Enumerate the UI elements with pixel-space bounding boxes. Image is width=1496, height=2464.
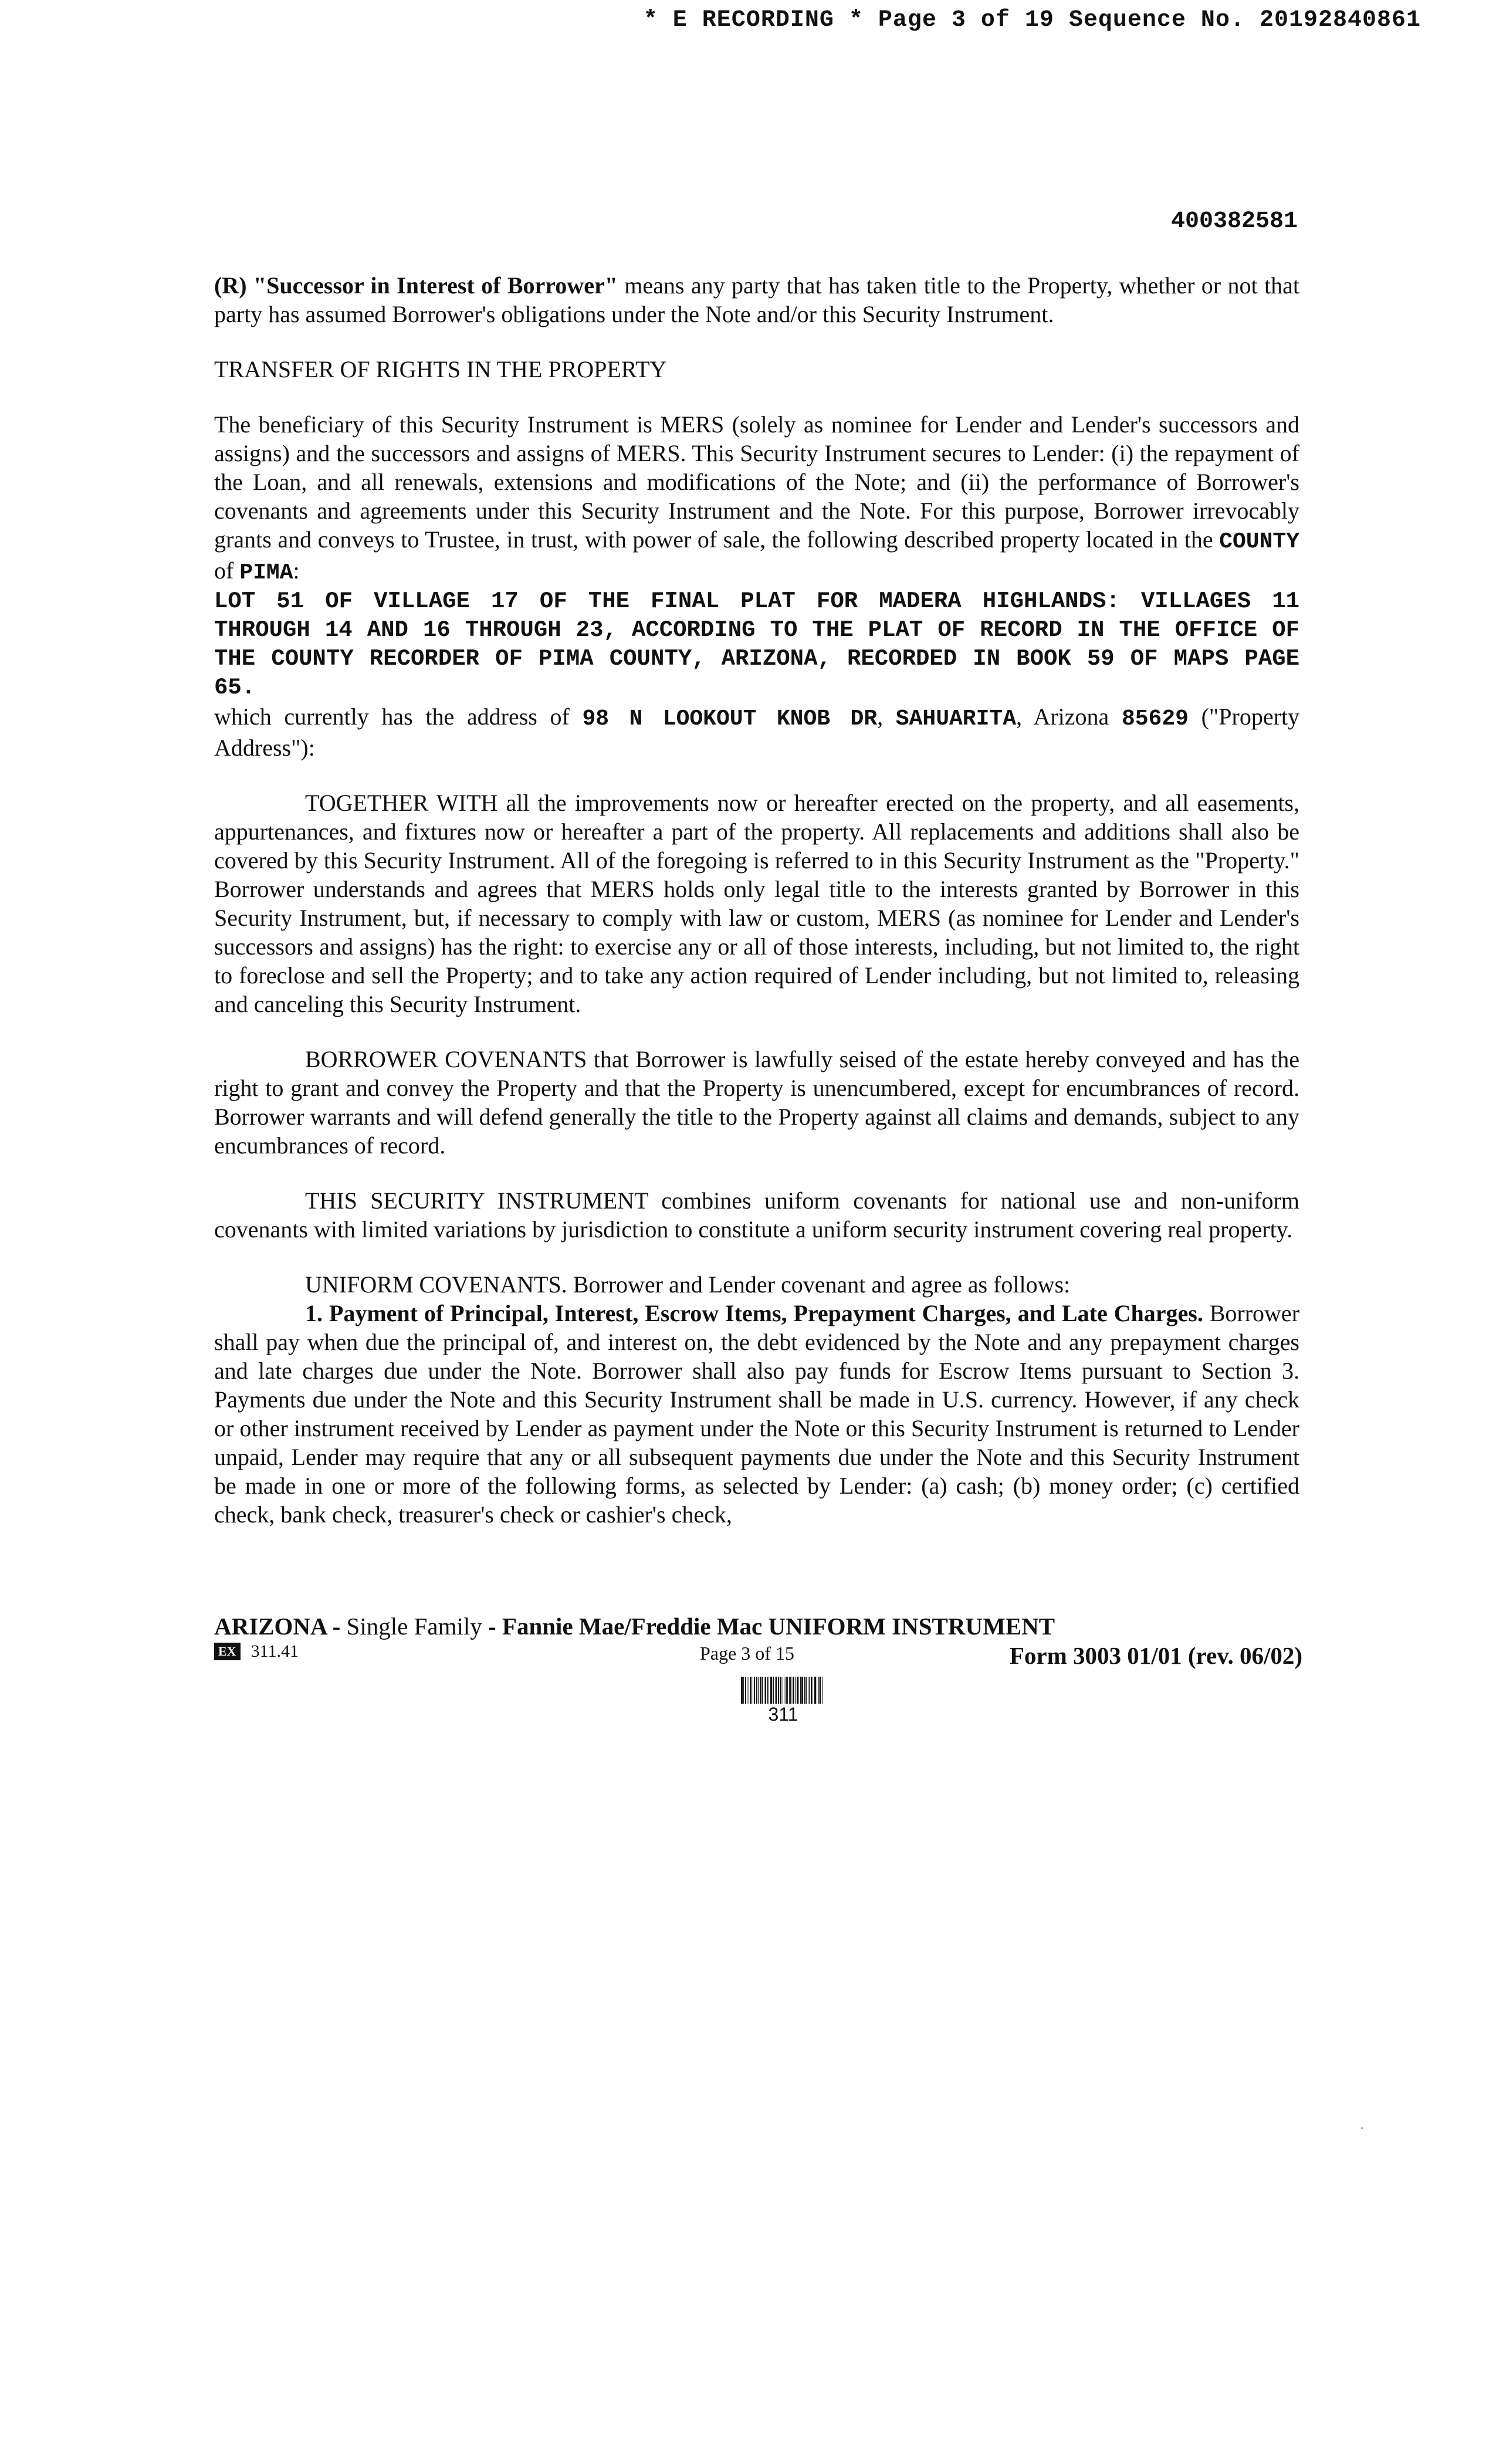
barcode-bar [809, 1677, 810, 1704]
county-label: COUNTY [1219, 529, 1299, 554]
footer-instrument-line [214, 1612, 1302, 1640]
borrower-covenants-paragraph: BORROWER COVENANTS that Borrower is lawfully seised of the estate hereby conveyed and has the right to grant and convey the Property and that the Property is unencumbered, except for encumbrances of record. Borrower warrants and will defend generally the title to the Property against all claims and demands, subject to any encumbrances of record. [214, 1046, 1299, 1159]
barcode-bar [750, 1677, 752, 1704]
barcode-bar [818, 1677, 820, 1704]
county-name: PIMA [239, 560, 293, 585]
barcode-bar [797, 1677, 798, 1704]
barcode-bar [790, 1677, 791, 1704]
transfer-text: The beneficiary of this Security Instrument is MERS (solely as nominee for Lender and Lender's successors and assigns) and the successors and assigns of MERS. This Security Instrument secures to Lender: (i) the repayment of the Loan, and all renewals, extensions and modifications of the Note; and (ii) the performance of Borrower's covenants and agreements under this Security Instrument and the Note. For this purpose, Borrower irrevocably grants and conveys to Trustee, in trust, with power of sale, the following described property located in the [214, 411, 1299, 553]
footer-page-number: Page 3 of 15 [700, 1643, 794, 1664]
barcode-bar [801, 1677, 803, 1704]
form-code-number: 311.41 [251, 1641, 299, 1661]
footer-dash: - [482, 1613, 502, 1640]
barcode-bar [778, 1677, 779, 1704]
barcode-bar [762, 1677, 763, 1704]
footer-state: ARIZONA [214, 1613, 327, 1640]
loan-number: 400382581 [1170, 208, 1298, 235]
document-body [214, 271, 1299, 1529]
barcode-bar [786, 1677, 787, 1704]
form-code-box-icon: EX [214, 1643, 241, 1660]
barcode-bar [798, 1677, 799, 1704]
barcode-bar [811, 1677, 812, 1704]
barcode-bar [793, 1677, 794, 1704]
form-footer [214, 1612, 1302, 1671]
address-zip: 85629 [1121, 706, 1189, 732]
transfer-paragraph [214, 410, 1299, 587]
barcode-bar [756, 1677, 757, 1704]
barcode-bar [787, 1677, 788, 1704]
barcode-bar [822, 1677, 823, 1704]
barcode-icon [741, 1677, 825, 1704]
barcode-bar [758, 1677, 759, 1704]
barcode-bar [743, 1677, 744, 1704]
barcode-bar [814, 1677, 816, 1704]
form-code [214, 1641, 299, 1661]
form-number: Form 3003 01/01 (rev. 06/02) [1009, 1642, 1302, 1669]
section-r-label: (R) [214, 272, 247, 299]
footer-instrument: Fannie Mae/Freddie Mac UNIFORM INSTRUMENT [502, 1613, 1055, 1640]
barcode-bar [789, 1677, 790, 1704]
footer-family: Single Family [346, 1613, 482, 1640]
footer-dash: - [326, 1613, 347, 1640]
barcode-bar [773, 1677, 774, 1704]
barcode-bar [776, 1677, 777, 1704]
barcode-bar [780, 1677, 781, 1704]
barcode-bar [754, 1677, 755, 1704]
footer-form-line [214, 1641, 1302, 1671]
barcode-bar [745, 1677, 746, 1704]
scan-speck [1361, 2127, 1363, 2129]
recording-header: * E RECORDING * Page 3 of 19 Sequence No. 20192840861 [643, 7, 1421, 33]
covenant-1-paragraph [214, 1299, 1299, 1529]
county-of: of [214, 557, 240, 584]
barcode-bar [804, 1677, 805, 1704]
address-state: , Arizona [1016, 703, 1122, 730]
covenant-1-text: Borrower shall pay when due the principal of, and interest on, the debt evidenced by the Note and any prepayment charges and late charges due under the Note. Borrower shall also pay funds for Escrow Items pursuant to Section 3. Payments due under the Note and this Security Instrument shall be made in U.S. currency. However, if any check or other instrument received by Lender as payment under the Note or this Security Instrument is returned to Lender unpaid, Lender may require that any or all subsequent payments due under the Note and this Security Instrument be made in one or more of the following forms, as selected by Lender: (a) cash; (b) money order; (c) certified check, bank check, treasurer's check or cashier's check, [214, 1300, 1300, 1528]
barcode-bar [767, 1677, 768, 1704]
barcode-bar [770, 1677, 772, 1704]
section-r-text: means any party that has taken title to the Property, whether or not that party has assumed Borrower's obligations under the Note and/or this Security Instrument. [214, 272, 1300, 327]
barcode-number: 311 [768, 1704, 798, 1725]
section-r-term: "Successor in Interest of Borrower" [253, 272, 618, 299]
address-prefix: which currently has the address of [214, 703, 583, 730]
barcode-bar [775, 1677, 776, 1704]
property-address-paragraph [214, 702, 1299, 762]
section-r-paragraph [214, 271, 1299, 329]
covenant-1-title: 1. Payment of Principal, Interest, Escrow Items, Prepayment Charges, and Late Charges. [305, 1300, 1203, 1326]
address-city: SAHUARITA [895, 706, 1017, 732]
barcode-bar [765, 1677, 766, 1704]
together-with-paragraph: TOGETHER WITH all the improvements now or hereafter erected on the property, and all easements, appurtenances, and fixtures now or hereafter a part of the property. All replacements and additions shall also be covered by this Security Instrument. All of the foregoing is referred to in this Security Instrument as the "Property." Borrower understands and agrees that MERS holds only legal title to the interests granted by Borrower in this Security Instrument, but, if necessary to comply with law or custom, MERS (as nominee for Lender and Lender's successors and assigns) has the right: to exercise any or all of those interests, including, but not limited to, the right to foreclose and sell the Property; and to take any action required of Lender including, but not limited to, releasing and canceling this Security Instrument. [214, 790, 1299, 1017]
uniform-covenants-intro: UNIFORM COVENANTS. Borrower and Lender covenant and agree as follows: [305, 1271, 1071, 1298]
county-colon: : [293, 557, 300, 584]
barcode-bar [820, 1677, 821, 1704]
barcode-bar [741, 1677, 743, 1704]
barcode-bar [800, 1677, 801, 1704]
security-instrument-paragraph: THIS SECURITY INSTRUMENT combines uniform covenants for national use and non-uniform covenants with limited variations by jurisdiction to constitute a uniform security instrument covering real property. [214, 1187, 1299, 1243]
barcode-bar [760, 1677, 761, 1704]
address-street: 98 N LOOKOUT KNOB DR [582, 706, 878, 732]
barcode-bar [805, 1677, 807, 1704]
address-suffix: ("Property Address"): [214, 703, 1300, 761]
barcode-bar [795, 1677, 796, 1704]
legal-description: LOT 51 OF VILLAGE 17 OF THE FINAL PLAT FOR MADERA HIGHLANDS: VILLAGES 11 THROUGH 14 AND 16 THROUGH 23, ACCORDING TO THE PLAT OF RECORD IN THE OFFICE OF THE COUNTY RECORDER OF PIMA COUNTY, ARIZONA, RECORDED IN BOOK 59 OF MAPS PAGE 65. [214, 588, 1299, 700]
transfer-heading: TRANSFER OF RIGHTS IN THE PROPERTY [214, 356, 667, 383]
address-city-separator: , [877, 703, 896, 730]
